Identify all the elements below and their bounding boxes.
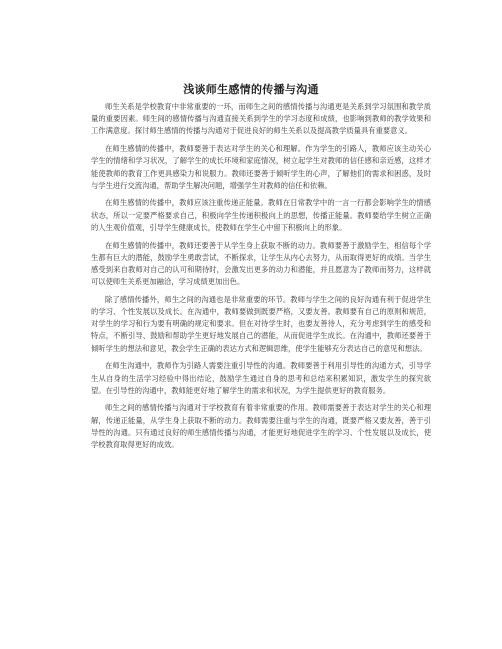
paragraph: 师生关系是学校教育中非常重要的一环，而师生之间的感情传播与沟通更是关系到学习氛围和教学质量的重要因素。师生间的感情传播与沟通直接关系到学生的学习态度和成绩，也影响到教师的教学效果和工作满意度。探讨师生感情的传播与沟通对于促进良好的师生关系以及提高教学质量具有重要意义。 <box>91 102 431 136</box>
document-body <box>91 101 431 457</box>
paragraph: 在师生感情的传播中，教师还要善于从学生身上获取不断的动力。教师要善于激励学生，相信每个学生都有巨大的潜能，鼓励学生勇敢尝试，不断探求，让学生从内心去努力，从而取得更好的成绩。当学生感受到来自教师对自己的认可和期待时，会激发出更多的动力和潜能，并且愿意为了教师而努力，这样就可以使师生关系更加融洽，学习成绩更加出色。 <box>91 240 431 287</box>
paragraph: 在师生感情的传播中，教师要善于表达对学生的关心和理解。作为学生的引路人，教师应该主动关心学生的情绪和学习状况，了解学生的成长环境和家庭情况，树立起学生对教师的信任感和亲近感，这样才能使教师的教育工作更具感染力和说服力。教师还要善于倾听学生的心声，了解他们的需求和困惑，及时与学生进行交流沟通，帮助学生解决问题，增强学生对教师的信任和依赖。 <box>91 144 431 190</box>
paragraph: 在师生沟通中，教师作为引路人需要注重引导性的沟通。教师要善于利用引导性的沟通方式，引导学生从自身的生活学习经验中得出结论，鼓励学生通过自身的思考和总结来积累知识，激发学生的探究欲望。在引导性的沟通中，教师能更好地了解学生的需求和状况，为学生提供更好的教育服务。 <box>91 361 431 395</box>
paragraph: 师生之间的感情传播与沟通对于学校教育有着非常重要的作用。教师需要善于表达对学生的关心和理解，传递正能量，从学生身上获取不断的动力。教师需要注重与学生的沟通，既要严格又要友善，善于引导性的沟通。只有通过良好的师生感情传播与沟通，才能更好地促进学生的学习、个性发展以及成长，使学校教育取得更好的成效。 <box>91 403 431 450</box>
document-title: 浅谈师生感情的传播与沟通 <box>183 83 319 96</box>
paragraph: 除了感情传播外，师生之间的沟通也是非常重要的环节。教师与学生之间的良好沟通有利于促进学生的学习、个性发展以及成长。在沟通中，教师要做到既要严格，又要友善。教师要有自己的原则和规范，对学生的学习和行为要有明确的规定和要求。但在对待学生时，也要友善待人，充分考虑到学生的感受和特点，不断引导、鼓励和帮助学生更好地发展自己的潜能，从而促进学生成长。在沟通中，教师还要善于倾听学生的想法和意见，教会学生正确的表达方式和逻辑思维，使学生能够充分表达自己的意见和想法。 <box>91 294 431 353</box>
paragraph: 在师生感情的传播中，教师应该注重传递正能量。教师在日常教学中的一言一行都会影响学生的情感状态，所以一定要严格要求自己，积极向学生传递积极向上的思想，传播正能量。教师要给学生树立正确的人生观价值观，引导学生健康成长，使教师在学生心中留下积极向上的形象。 <box>91 198 431 232</box>
